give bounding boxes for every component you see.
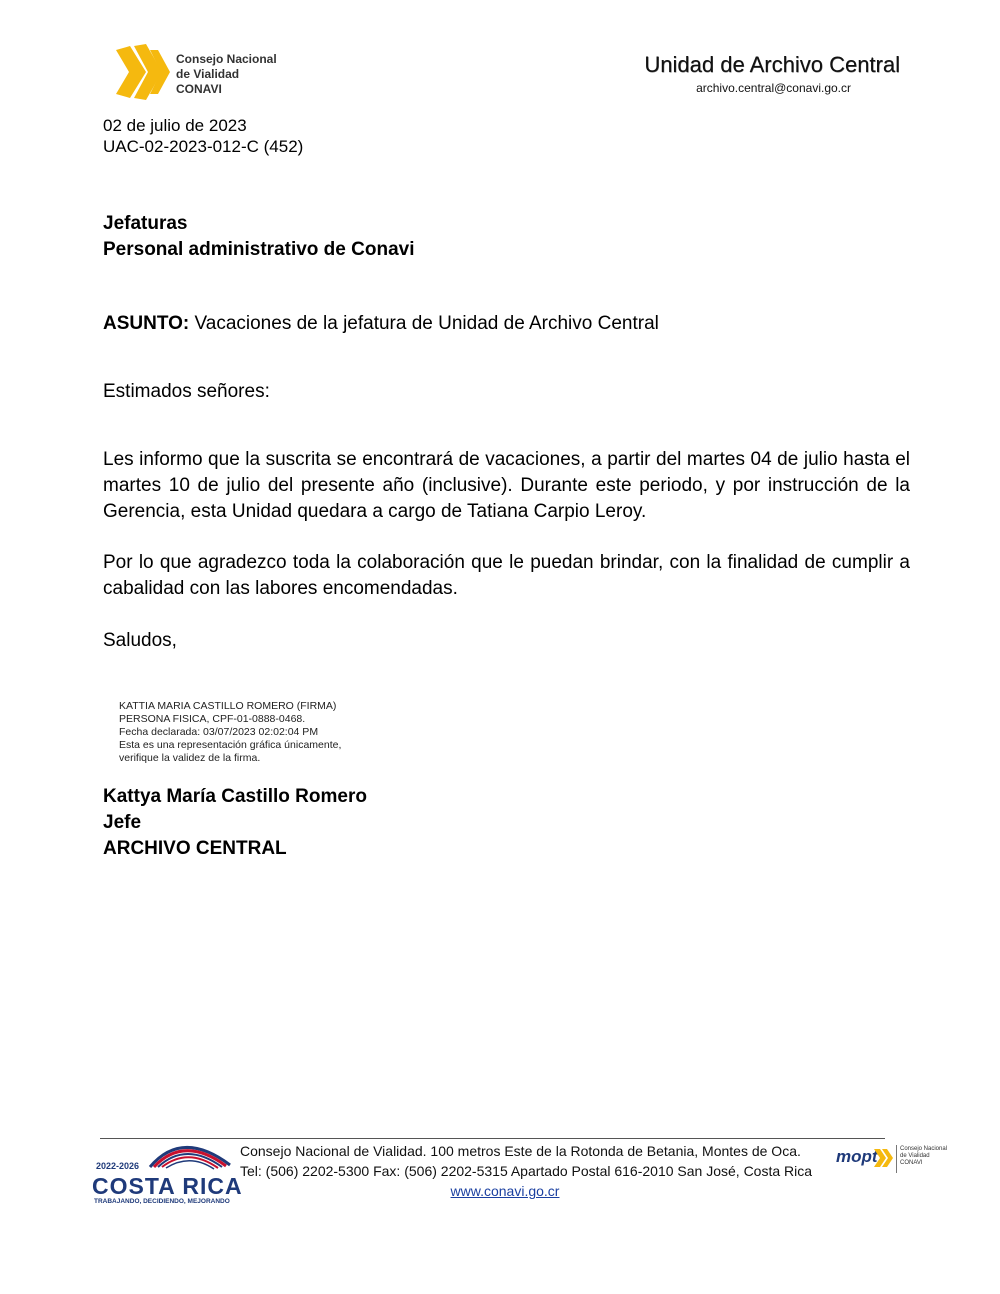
signer-title: Jefe [103,812,142,833]
footer-line-1: Consejo Nacional de Vialidad. 100 metros Este de la Rotonda de Betania, Montes de Oca. [240,1143,801,1159]
mopt-conavi-text [900,1146,947,1167]
signature-line: PERSONA FISICA, CPF-01-0888-0468. [119,713,306,725]
cr-logo-tagline: TRABAJANDO, DECIDIENDO, MEJORANDO [94,1198,230,1205]
footer-line-2: Tel: (506) 2202-5300 Fax: (506) 2202-5315 Apartado Postal 616-2010 San José, Costa Rica [240,1163,813,1179]
conavi-chevrons-icon [112,44,174,104]
mopt-conavi-logo [836,1142,946,1178]
mopt-chevrons-icon [874,1147,894,1169]
letter-date: 02 de julio de 2023 [103,116,247,135]
paragraph-1: Les informo que la suscrita se encontrará de vacaciones, a partir del martes 04 de julio hasta el martes 10 de julio del presente año (inclusive). Durante este periodo, y por instrucción de la Gerencia, esta Unidad quedara a cargo de Tatiana Carpio Leroy. [103,449,910,522]
recipient-line-2: Personal administrativo de Conavi [103,239,415,260]
costa-rica-logo [92,1135,243,1210]
subject-line [103,313,659,335]
mopt-line-1: Consejo Nacional [900,1146,948,1152]
subject-label: ASUNTO: [103,313,190,334]
signature-line: verifique la validez de la firma. [119,752,261,764]
signature-line: Fecha declarada: 03/07/2023 02:02:04 PM [119,726,319,738]
conavi-logo [112,44,302,104]
logo-line-1: Consejo Nacional [176,52,277,66]
logo-line-3: CONAVI [176,82,222,96]
mopt-divider [896,1145,897,1173]
greeting: Estimados señores: [103,381,270,402]
closing: Saludos, [103,630,177,651]
footer-address [240,1141,813,1201]
mopt-line-3: CONAVI [900,1160,923,1166]
subject-text: Vacaciones de la jefatura de Unidad de Archivo Central [189,313,659,334]
website-link[interactable]: www.conavi.go.cr [450,1183,560,1199]
logo-line-2: de Vialidad [176,67,240,81]
recipient-line-1: Jefaturas [103,213,188,234]
signature-line: KATTIA MARIA CASTILLO ROMERO (FIRMA) [119,700,337,712]
cr-logo-name: COSTA RICA [92,1173,243,1199]
unit-email: archivo.central@conavi.go.cr [696,81,851,95]
cr-logo-years: 2022-2026 [96,1161,140,1171]
letter-reference: UAC-02-2023-012-C (452) [103,137,304,156]
paragraph-2: Por lo que agradezco toda la colaboración que le puedan brindar, con la finalidad de cumplir a cabalidad con las labores encomendadas. [103,552,910,599]
mopt-line-2: de Vialidad [900,1153,930,1159]
signer-department: ARCHIVO CENTRAL [103,838,287,859]
mopt-brand: mopt [836,1147,878,1166]
signer-name: Kattya María Castillo Romero [103,786,367,807]
unit-title: Unidad de Archivo Central [644,52,900,77]
digital-signature-block [119,700,341,765]
signature-line: Esta es una representación gráfica únicamente, [119,739,342,751]
